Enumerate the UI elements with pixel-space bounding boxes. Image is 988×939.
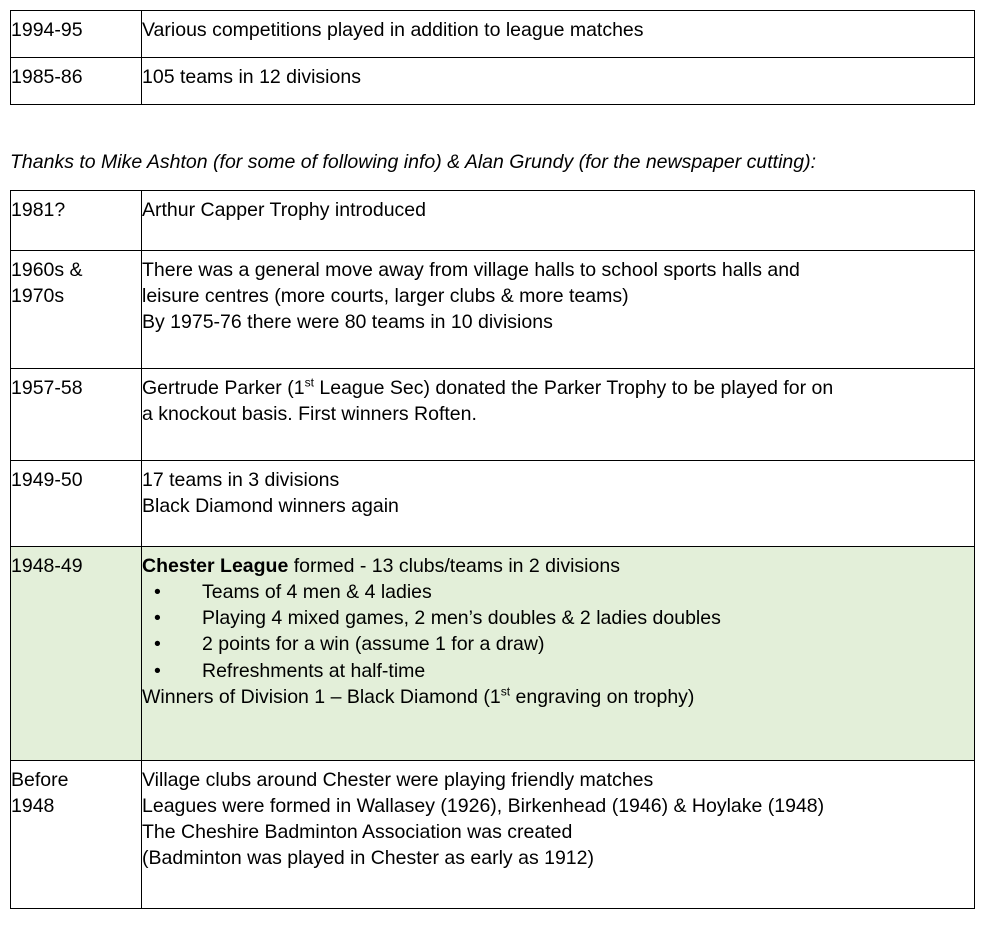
description-cell <box>142 761 975 909</box>
description-line <box>142 375 974 401</box>
description-line: The Cheshire Badminton Association was created <box>142 821 573 844</box>
ordinal-suffix: st <box>304 375 314 390</box>
description-cell <box>142 11 975 58</box>
year-label-line: 1960s & <box>11 259 83 281</box>
year-label-line: 1970s <box>11 285 65 308</box>
description-text: League Sec) donated the Parker Trophy to be played for on <box>313 377 834 399</box>
history-table-top <box>10 10 975 105</box>
description-line: Arthur Capper Trophy introduced <box>142 199 426 221</box>
table-row <box>11 191 975 251</box>
list-item <box>142 658 974 684</box>
year-label-line: 1948 <box>11 795 55 818</box>
list-item <box>142 579 974 605</box>
year-label: 1994-95 <box>11 19 83 41</box>
year-cell <box>11 761 142 909</box>
table-row <box>11 369 975 461</box>
year-label: 1985-86 <box>11 66 83 88</box>
year-cell <box>11 461 142 547</box>
year-cell <box>11 191 142 251</box>
description-line: Leagues were formed in Wallasey (1926), Birkenhead (1946) & Hoylake (1948) <box>142 795 825 818</box>
description-line: Various competitions played in addition to league matches <box>142 19 644 41</box>
year-cell <box>11 58 142 105</box>
year-label: 1948-49 <box>11 555 83 577</box>
league-heading <box>142 553 974 579</box>
description-cell <box>142 58 975 105</box>
year-label: 1957-58 <box>11 377 83 399</box>
list-item-label: Refreshments at half-time <box>202 659 426 682</box>
list-item-label: Teams of 4 men & 4 ladies <box>202 581 432 604</box>
table-row <box>11 761 975 909</box>
description-line: a knockout basis. First winners Roften. <box>142 403 477 426</box>
description-cell <box>142 547 975 761</box>
credit-note: Thanks to Mike Ashton (for some of following info) & Alan Grundy (for the newspaper cutting): <box>10 151 817 173</box>
table-row <box>11 11 975 58</box>
description-cell <box>142 251 975 369</box>
description-line: There was a general move away from village halls to school sports halls and <box>142 259 800 281</box>
description-cell <box>142 369 975 461</box>
description-cell <box>142 461 975 547</box>
list-item-label: 2 points for a win (assume 1 for a draw) <box>202 633 545 656</box>
table-row <box>11 58 975 105</box>
description-line: leisure centres (more courts, larger clubs & more teams) <box>142 285 629 308</box>
bullet-icon: • <box>154 581 161 604</box>
year-label: 1981? <box>11 199 66 221</box>
division-winner-text: engraving on trophy) <box>510 685 695 708</box>
list-item-label: Playing 4 mixed games, 2 men’s doubles & 2 ladies doubles <box>202 607 721 630</box>
description-line: Village clubs around Chester were playing friendly matches <box>142 769 654 791</box>
description-text: Gertrude Parker (1 <box>142 377 305 399</box>
table-row <box>11 461 975 547</box>
description-line: (Badminton was played in Chester as early as 1912) <box>142 847 594 870</box>
division-winner-text: Winners of Division 1 – Black Diamond (1 <box>142 685 501 708</box>
bullet-icon: • <box>154 607 161 630</box>
description-cell <box>142 191 975 251</box>
list-item <box>142 605 974 631</box>
description-line: Black Diamond winners again <box>142 495 399 518</box>
description-line: By 1975-76 there were 80 teams in 10 divisions <box>142 311 553 334</box>
year-cell <box>11 11 142 58</box>
bullet-icon: • <box>154 659 161 682</box>
year-label: 1949-50 <box>11 469 83 491</box>
league-name: Chester League <box>142 555 289 577</box>
year-label-line: Before <box>11 769 69 791</box>
bullet-icon: • <box>154 633 161 656</box>
table-row-highlighted <box>11 547 975 761</box>
league-heading-rest: formed - 13 clubs/teams in 2 divisions <box>288 555 620 577</box>
division-winner-line <box>142 684 974 710</box>
table-row <box>11 251 975 369</box>
year-cell <box>11 251 142 369</box>
list-item <box>142 631 974 657</box>
description-line: 17 teams in 3 divisions <box>142 469 340 491</box>
history-table-main <box>10 190 975 909</box>
ordinal-suffix: st <box>500 684 511 699</box>
year-cell <box>11 547 142 761</box>
description-line: 105 teams in 12 divisions <box>142 66 361 88</box>
rules-list <box>142 579 974 684</box>
year-cell <box>11 369 142 461</box>
